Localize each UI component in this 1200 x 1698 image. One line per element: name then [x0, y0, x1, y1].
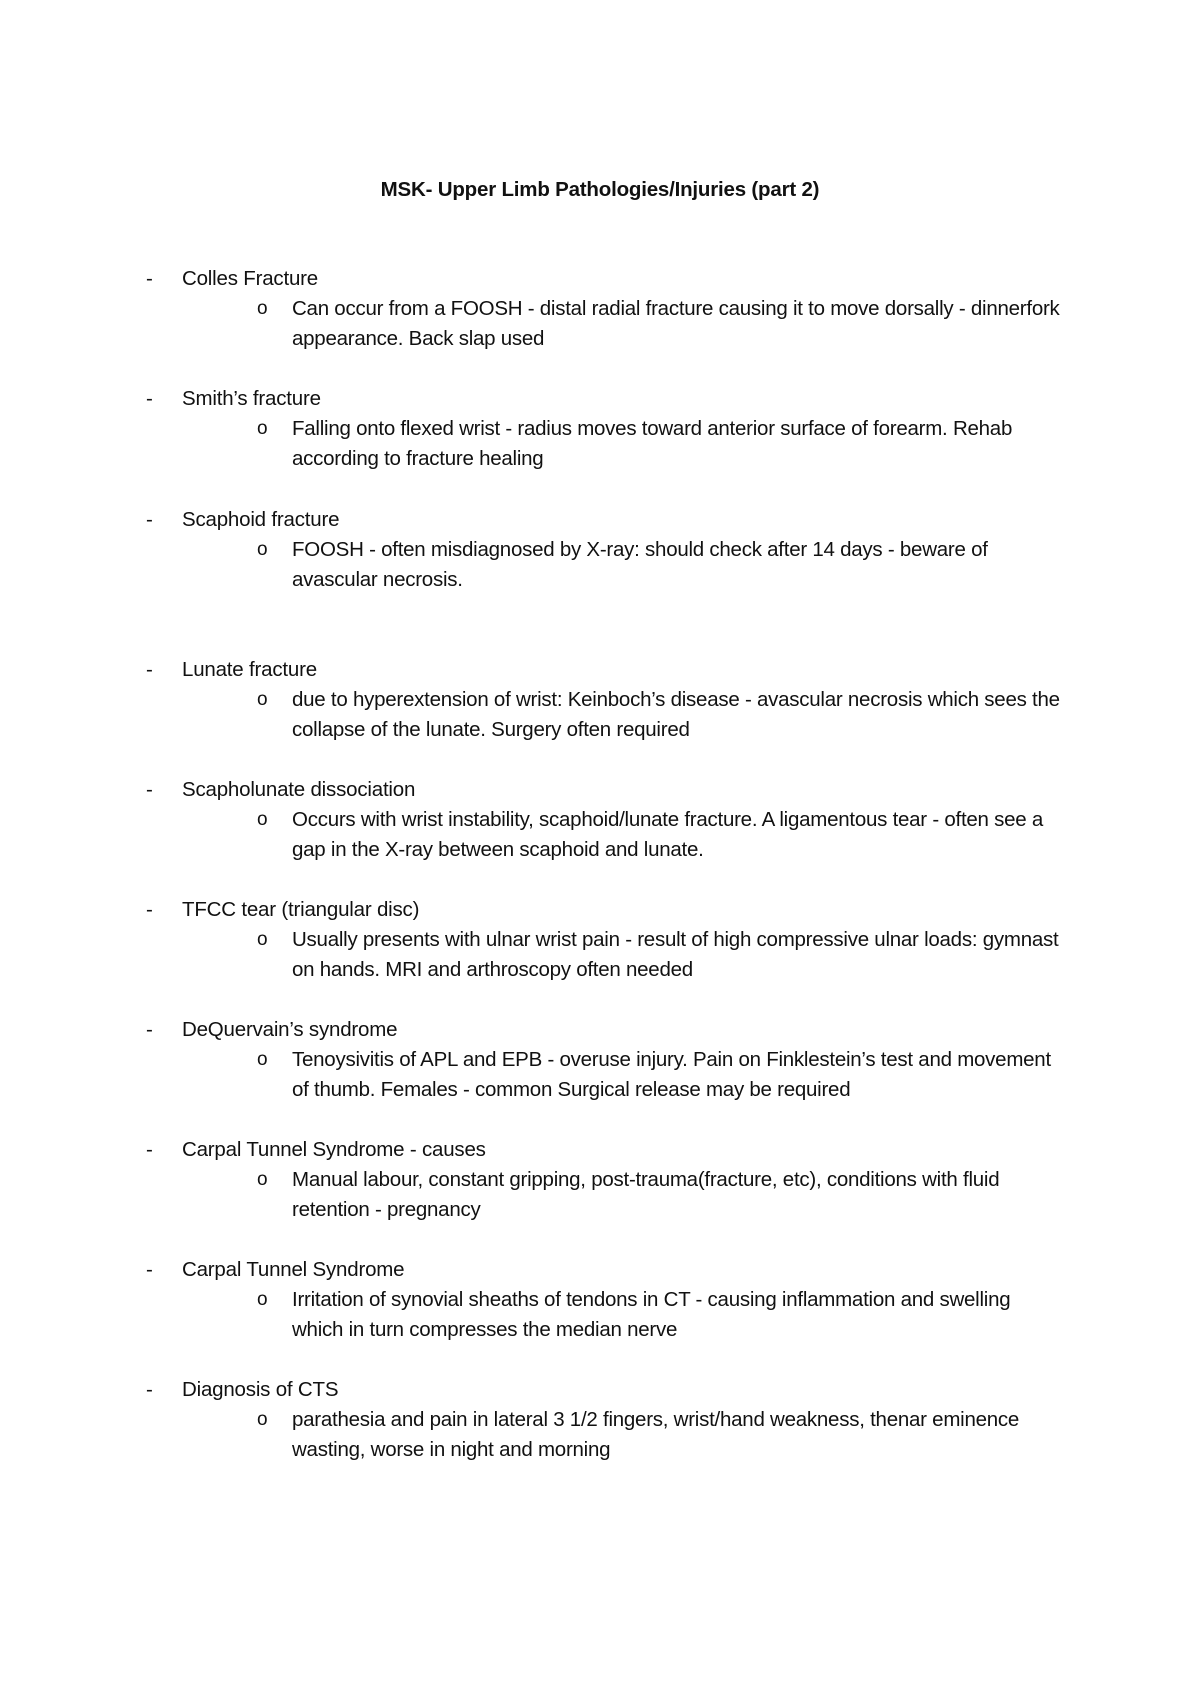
item-detail: Irritation of synovial sheaths of tendons in CT - causing inflammation and swelling which in turn compresses the median nerve [292, 1288, 1011, 1341]
item-heading: Carpal Tunnel Syndrome [182, 1258, 405, 1281]
item-detail: due to hyperextension of wrist: Keinboch’s disease - avascular necrosis which sees the collapse of the lunate. Surgery often required [292, 688, 1060, 741]
item-heading: TFCC tear (triangular disc) [182, 898, 420, 921]
circle-bullet: o [257, 1409, 268, 1430]
dash-bullet: - [146, 1138, 153, 1161]
circle-bullet: o [257, 689, 268, 710]
item-detail: Manual labour, constant gripping, post-trauma(fracture, etc), conditions with fluid retention - pregnancy [292, 1168, 1000, 1221]
item-heading: Scapholunate dissociation [182, 778, 416, 801]
item-heading: Smith’s fracture [182, 387, 321, 410]
item-detail: Usually presents with ulnar wrist pain - result of high compressive ulnar loads: gymnast on hands. MRI and arthroscopy often needed [292, 928, 1059, 981]
item-heading: Carpal Tunnel Syndrome - causes [182, 1138, 486, 1161]
dash-bullet: - [146, 1018, 153, 1041]
dash-bullet: - [146, 898, 153, 921]
item-detail: Occurs with wrist instability, scaphoid/lunate fracture. A ligamentous tear - often see a gap in the X-ray between scaphoid and lunate. [292, 808, 1044, 861]
circle-bullet: o [257, 1169, 268, 1190]
item-detail: Tenoysivitis of APL and EPB - overuse injury. Pain on Finklestein’s test and movement of thumb. Females - common Surgical release may be required [292, 1048, 1051, 1101]
item-heading: Diagnosis of CTS [182, 1378, 339, 1401]
dash-bullet: - [146, 267, 153, 290]
circle-bullet: o [257, 418, 268, 439]
dash-bullet: - [146, 387, 153, 410]
dash-bullet: - [146, 658, 153, 681]
page-title: MSK- Upper Limb Pathologies/Injuries (part 2) [380, 178, 820, 201]
dash-bullet: - [146, 778, 153, 801]
circle-bullet: o [257, 1289, 268, 1310]
item-heading: Scaphoid fracture [182, 508, 340, 531]
item-heading: DeQuervain’s syndrome [182, 1018, 398, 1041]
circle-bullet: o [257, 809, 268, 830]
item-heading: Colles Fracture [182, 267, 318, 290]
circle-bullet: o [257, 539, 268, 560]
dash-bullet: - [146, 1258, 153, 1281]
circle-bullet: o [257, 1049, 268, 1070]
item-heading: Lunate fracture [182, 658, 317, 681]
dash-bullet: - [146, 1378, 153, 1401]
item-detail: parathesia and pain in lateral 3 1/2 fingers, wrist/hand weakness, thenar eminence wasting, worse in night and morning [292, 1408, 1020, 1461]
item-detail: Can occur from a FOOSH - distal radial fracture causing it to move dorsally - dinnerfork appearance. Back slap used [292, 297, 1060, 350]
circle-bullet: o [257, 929, 268, 950]
item-detail: FOOSH - often misdiagnosed by X-ray: should check after 14 days - beware of avascular necrosis. [292, 538, 988, 591]
circle-bullet: o [257, 298, 268, 319]
item-detail: Falling onto flexed wrist - radius moves toward anterior surface of forearm. Rehab according to fracture healing [292, 417, 1013, 470]
dash-bullet: - [146, 508, 153, 531]
